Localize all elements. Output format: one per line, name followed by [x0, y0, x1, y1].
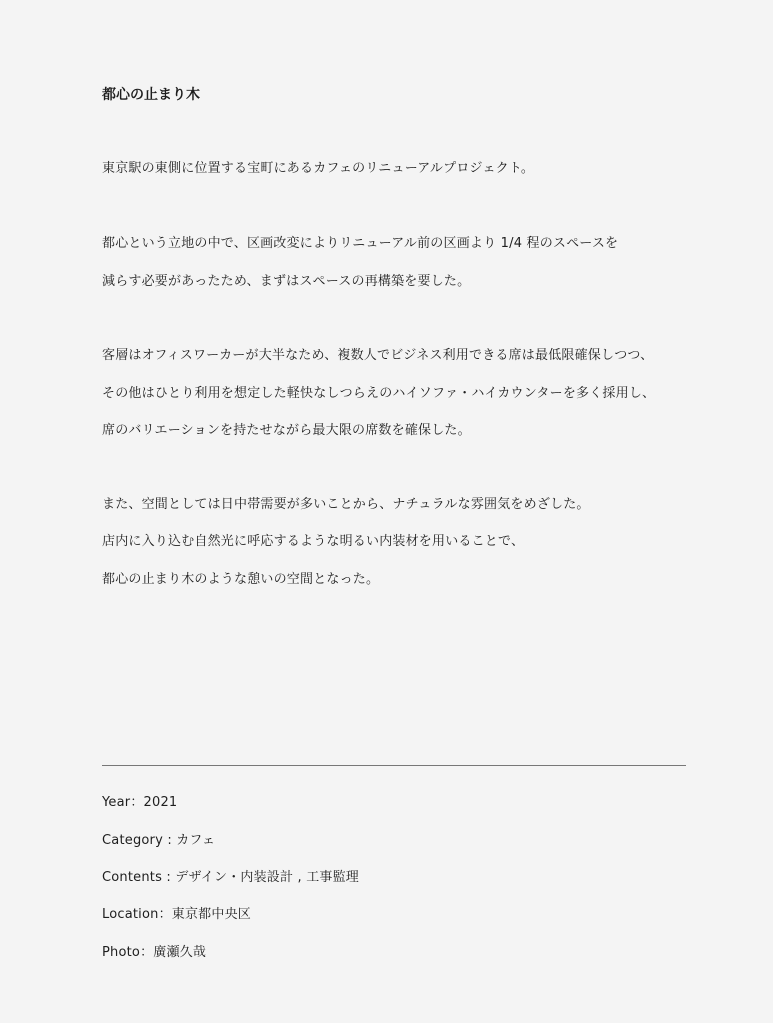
description-line: 客層はオフィスワーカーが大半なため、複数人でビジネス利用できる席は最低限確保しつつ、 [102, 348, 654, 363]
meta-year: Year：2021 [102, 795, 178, 810]
description-line: その他はひとり利用を想定した軽快なしつらえのハイソファ・ハイカウンターを多く採用し、 [102, 386, 656, 401]
meta-category: Category : カフェ [102, 833, 216, 848]
project-title: 都心の止まり木 [102, 87, 200, 103]
description-line: 席のバリエーションを持たせながら最大限の席数を確保した。 [102, 423, 471, 438]
description-line: 減らす必要があったため、まずはスペースの再構築を要した。 [102, 274, 471, 289]
divider [102, 765, 686, 766]
meta-location: Location：東京都中央区 [102, 907, 251, 922]
meta-contents: Contents : デザイン・内装設計 , 工事監理 [102, 870, 360, 885]
description-line: 都心の止まり木のような憩いの空間となった。 [102, 572, 380, 587]
description-line: 都心という立地の中で、区画改変によりリニューアル前の区画より 1/4 程のスペースを [102, 236, 619, 251]
description-line: 店内に入り込む自然光に呼応するような明るい内装材を用いることで、 [102, 534, 525, 549]
meta-photo: Photo：廣瀬久哉 [102, 945, 207, 960]
description-line: 東京駅の東側に位置する宝町にあるカフェのリニューアルプロジェクト。 [102, 161, 535, 176]
description-line: また、空間としては日中帯需要が多いことから、ナチュラルな雰囲気をめざした。 [102, 497, 590, 512]
